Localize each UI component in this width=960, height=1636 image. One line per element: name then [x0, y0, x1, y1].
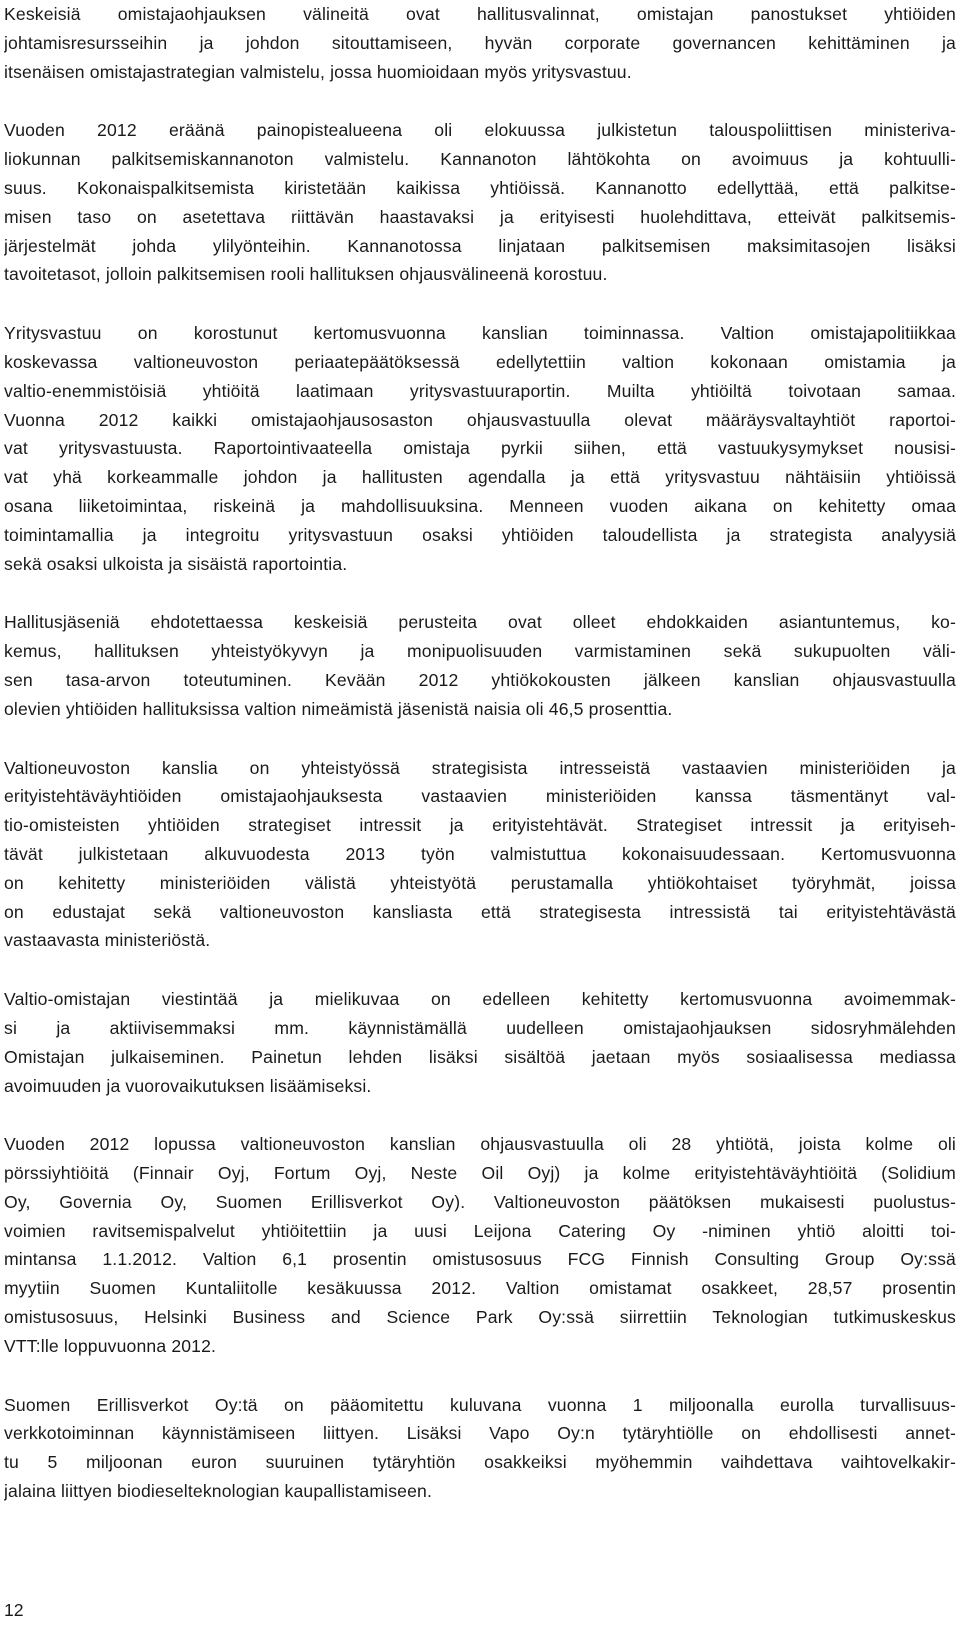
- paragraph-line: Omistajan julkaiseminen. Painetun lehden lisäksi sisältöä jaetaan myös sosiaalisessa mediassa: [4, 1046, 956, 1067]
- paragraph-line: vat yhä korkeammalle johdon ja hallitusten agendalla ja että yritysvastuu nähtäisiin yhtiöissä: [4, 467, 956, 488]
- paragraph-line: verkkotoiminnan käynnistämiseen liittyen. Lisäksi Vapo Oy:n tytäryhtiölle on ehdollisesti annet-: [4, 1423, 956, 1444]
- paragraph-spacer: [4, 578, 956, 608]
- paragraph-line: Suomen Erillisverkot Oy:tä on pääomitettu kuluvana vuonna 1 miljoonalla eurolla turvallisuus-: [4, 1394, 956, 1415]
- body-paragraph: [4, 754, 956, 956]
- paragraph-line: Oy, Governia Oy, Suomen Erillisverkot Oy). Valtioneuvoston päätöksen mukaisesti puolustus-: [4, 1191, 956, 1212]
- paragraph-line: Vuoden 2012 eräänä painopistealueena oli elokuussa julkistetun talouspoliittisen ministeriva-: [4, 120, 956, 141]
- body-paragraph: [4, 985, 956, 1100]
- paragraph-line: jalaina liittyen biodieselteknologian kaupallistamiseen.: [4, 1481, 432, 1502]
- paragraph-line: koskevassa valtioneuvoston periaatepäätöksessä edellytettiin valtion kokonaan omistamia ja: [4, 351, 956, 372]
- paragraph-line: voimien ravitsemispalvelut yhtiöitettiin ja uusi Leijona Catering Oy -niminen yhtiö aloitti toi-: [4, 1220, 956, 1241]
- body-paragraph: [4, 1130, 956, 1360]
- paragraph-line: Yritysvastuu on korostunut kertomusvuonna kanslian toiminnassa. Valtion omistajapolitiikkaa: [4, 323, 956, 344]
- paragraph-line: erityistehtäväyhtiöiden omistajaohjauksesta vastaavien ministeriöiden kanssa täsmentänyt val-: [4, 786, 956, 807]
- paragraph-line: sen tasa-arvon toteutuminen. Kevään 2012 yhtiökokousten jälkeen kanslian ohjausvastuulla: [4, 669, 956, 690]
- paragraph-line: tio-omisteisten yhtiöiden strategiset intressit ja erityistehtävät. Strategiset intressit ja erityiseh-: [4, 815, 956, 836]
- paragraph-line: avoimuuden ja vuorovaikutuksen lisäämiseksi.: [4, 1075, 372, 1096]
- paragraph-line: Valtioneuvoston kanslia on yhteistyössä strategisista intresseistä vastaavien ministeriöiden ja: [4, 757, 956, 778]
- paragraph-line: järjestelmät johda ylilyönteihin. Kannanotossa linjataan palkitsemisen maksimitasojen lisäksi: [4, 235, 956, 256]
- paragraph-line: tu 5 miljoonan euron suuruinen tytäryhtiön osakkeiksi myöhemmin vaihdettava vaihtovelkakir-: [4, 1452, 956, 1473]
- paragraph-line: myytiin Suomen Kuntaliitolle kesäkuussa 2012. Valtion omistamat osakkeet, 28,57 prosentin: [4, 1278, 956, 1299]
- paragraph-line: itsenäisen omistajastrategian valmistelu, jossa huomioidaan myös yritysvastuu.: [4, 61, 632, 82]
- paragraph-line: sekä osaksi ulkoista ja sisäistä raportointia.: [4, 553, 348, 574]
- paragraph-line: si ja aktiivisemmaksi mm. käynnistämällä uudelleen omistajaohjauksen sidosryhmälehden: [4, 1017, 956, 1038]
- paragraph-line: on edustajat sekä valtioneuvoston kansliasta että strategisesta intressistä tai erityistehtävästä: [4, 901, 956, 922]
- paragraph-line: osana liiketoimintaa, riskeinä ja mahdollisuuksina. Menneen vuoden aikana on kehitetty omaa: [4, 495, 956, 516]
- paragraph-line: Vuoden 2012 lopussa valtioneuvoston kanslian ohjausvastuulla oli 28 yhtiötä, joista kolme oli: [4, 1134, 956, 1155]
- paragraph-line: vat yritysvastuusta. Raportointivaateella omistaja pyrkii siihen, että vastuukysymykset nousisi-: [4, 438, 956, 459]
- paragraph-line: Hallitusjäseniä ehdotettaessa keskeisiä perusteita ovat olleet ehdokkaiden asiantuntemus, ko-: [4, 612, 956, 633]
- body-paragraph: [4, 0, 956, 86]
- paragraph-line: on kehitetty ministeriöiden välistä yhteistyötä perustamalla yhtiökohtaiset työryhmät, joissa: [4, 872, 956, 893]
- paragraph-line: VTT:lle loppuvuonna 2012.: [4, 1335, 217, 1356]
- body-paragraph: [4, 319, 956, 578]
- paragraph-line: omistusosuus, Helsinki Business and Science Park Oy:ssä siirrettiin Teknologian tutkimuskeskus: [4, 1307, 956, 1328]
- document-page: [4, 0, 956, 1506]
- paragraph-spacer: [4, 1361, 956, 1391]
- body-paragraph: [4, 116, 956, 289]
- paragraph-spacer: [4, 955, 956, 985]
- paragraph-line: suus. Kokonaispalkitsemista kiristetään kaikissa yhtiöissä. Kannanotto edellyttää, että palkitse-: [4, 177, 956, 198]
- body-paragraph: [4, 1391, 956, 1506]
- paragraph-line: Valtio-omistajan viestintää ja mielikuvaa on edelleen kehitetty kertomusvuonna avoimemmak-: [4, 989, 956, 1010]
- paragraph-line: olevien yhtiöiden hallituksissa valtion nimeämistä jäsenistä naisia oli 46,5 prosenttia.: [4, 698, 673, 719]
- paragraph-spacer: [4, 289, 956, 319]
- paragraph-spacer: [4, 1100, 956, 1130]
- paragraph-line: vastaavasta ministeriöstä.: [4, 930, 211, 951]
- body-paragraph: [4, 608, 956, 723]
- paragraph-line: toimintamallia ja integroitu yritysvastuun osaksi yhtiöiden taloudellista ja strategista analyysiä: [4, 524, 956, 545]
- paragraph-line: tävät julkistetaan alkuvuodesta 2013 työn valmistuttua kokonaisuudessaan. Kertomusvuonna: [4, 843, 956, 864]
- paragraph-spacer: [4, 86, 956, 116]
- paragraph-spacer: [4, 724, 956, 754]
- paragraph-line: liokunnan palkitsemiskannanoton valmistelu. Kannanoton lähtökohta on avoimuus ja kohtuulli-: [4, 149, 956, 170]
- paragraph-line: Keskeisiä omistajaohjauksen välineitä ovat hallitusvalinnat, omistajan panostukset yhtiöiden: [4, 4, 956, 24]
- paragraph-line: johtamisresursseihin ja johdon sitouttamiseen, hyvän corporate governancen kehittäminen ja: [4, 32, 956, 53]
- paragraph-line: mintansa 1.1.2012. Valtion 6,1 prosentin omistusosuus FCG Finnish Consulting Group Oy:ssä: [4, 1249, 956, 1270]
- page-number: 12: [4, 1600, 24, 1620]
- paragraph-line: valtio-enemmistöisiä yhtiöitä laatimaan yritysvastuuraportin. Muilta yhtiöiltä toivotaan samaa.: [4, 380, 956, 401]
- paragraph-line: kemus, hallituksen yhteistyökyvyn ja monipuolisuuden varmistaminen sekä sukupuolten väli-: [4, 641, 956, 662]
- paragraph-line: misen taso on asetettava riittävän haastavaksi ja erityisesti huolehdittava, etteivät palkitsemis-: [4, 206, 956, 227]
- paragraph-line: pörssiyhtiöitä (Finnair Oyj, Fortum Oyj, Neste Oil Oyj) ja kolme erityistehtäväyhtiöitä (Solidium: [4, 1163, 956, 1184]
- paragraph-line: tavoitetasot, jolloin palkitsemisen rooli hallituksen ohjausvälineenä korostuu.: [4, 264, 608, 285]
- paragraph-line: Vuonna 2012 kaikki omistajaohjausosaston ohjausvastuulla olevat määräysvaltayhtiöt raportoi-: [4, 409, 956, 430]
